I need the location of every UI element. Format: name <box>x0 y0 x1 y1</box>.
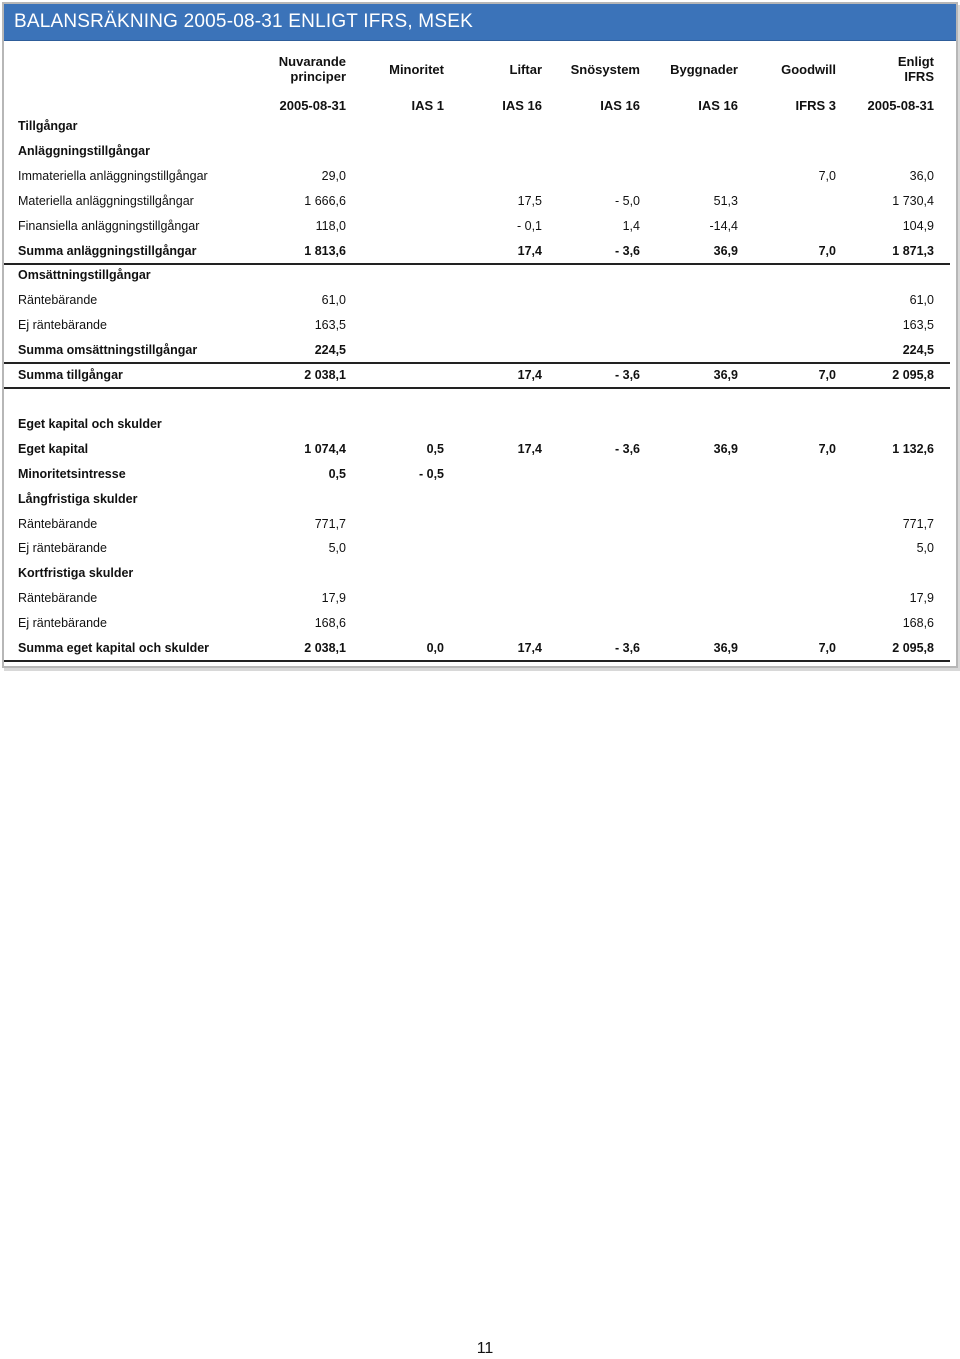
column-header-byggnader: Byggnader <box>670 62 738 77</box>
column-header-liftar: Liftar <box>509 62 542 77</box>
cell-value: 771,7 <box>902 517 934 531</box>
table-row <box>4 536 950 560</box>
column-ref: IAS 16 <box>698 98 738 113</box>
cell-value: - 0,5 <box>418 467 444 481</box>
table-heading-row <box>4 412 950 436</box>
cell-value: 224,5 <box>902 343 934 357</box>
cell-value: 7,0 <box>818 244 836 258</box>
cell-value: 2 095,8 <box>892 641 934 655</box>
cell-value: 1 132,6 <box>892 442 934 456</box>
row-label: Tillgångar <box>18 119 78 133</box>
row-label: Räntebärande <box>18 591 98 605</box>
row-label: Summa omsättningstillgångar <box>18 343 198 357</box>
table-row <box>4 586 950 610</box>
cell-value: - 5,0 <box>614 194 640 208</box>
cell-value: -14,4 <box>709 219 738 233</box>
cell-value: 17,4 <box>517 641 542 655</box>
cell-value: 771,7 <box>314 517 346 531</box>
cell-value: 118,0 <box>315 219 346 233</box>
row-label: Materiella anläggningstillgångar <box>18 194 194 208</box>
table-heading-row <box>4 487 950 511</box>
column-header-enligt-ifrs <box>840 54 934 84</box>
cell-value: 5,0 <box>916 541 934 555</box>
table-heading-row <box>4 561 950 585</box>
table-row <box>4 189 950 213</box>
cell-value: 7,0 <box>818 442 836 456</box>
cell-value: 0,5 <box>328 467 346 481</box>
row-label: Immateriella anläggningstillgångar <box>18 169 208 183</box>
balance-sheet-panel <box>2 2 958 668</box>
cell-value: 224,5 <box>314 343 346 357</box>
cell-value: 17,9 <box>321 591 346 605</box>
column-ref: IFRS 3 <box>795 98 836 113</box>
cell-value: - 3,6 <box>614 442 640 456</box>
row-label: Ej räntebärande <box>18 541 107 555</box>
column-header-nuvarande-principer <box>250 54 346 84</box>
table-sum-row <box>4 636 950 662</box>
table-heading-row <box>4 437 950 461</box>
row-label: Kortfristiga skulder <box>18 566 134 580</box>
table-row <box>4 214 950 238</box>
table-row <box>4 611 950 635</box>
table-sum-row <box>4 338 950 364</box>
cell-value: 17,4 <box>517 244 542 258</box>
column-ref: IAS 1 <box>411 98 444 113</box>
table-row <box>4 313 950 337</box>
column-header-line: Enligt <box>897 54 934 69</box>
cell-value: 1 074,4 <box>304 442 346 456</box>
column-header-snosystem: Snösystem <box>570 62 640 77</box>
table-row <box>4 512 950 536</box>
row-label: Summa eget kapital och skulder <box>18 641 210 655</box>
table-heading-row <box>4 263 950 287</box>
column-header-line: Nuvarande <box>278 54 346 69</box>
row-label: Räntebärande <box>18 517 98 531</box>
column-ref: IAS 16 <box>600 98 640 113</box>
row-label: Summa tillgångar <box>18 368 123 382</box>
cell-value: - 0,1 <box>516 219 542 233</box>
cell-value: 0,0 <box>426 641 444 655</box>
table-row <box>4 288 950 312</box>
column-ref: 2005-08-31 <box>279 98 346 113</box>
row-label: Minoritetsintresse <box>18 467 126 481</box>
cell-value: 61,0 <box>909 293 934 307</box>
page-title: BALANSRÄKNING 2005-08-31 ENLIGT IFRS, MSEK <box>4 4 956 41</box>
cell-value: 61,0 <box>321 293 346 307</box>
cell-value: 1 666,6 <box>304 194 346 208</box>
cell-value: 0,5 <box>426 442 444 456</box>
cell-value: 36,9 <box>713 442 738 456</box>
table-heading-row <box>4 139 950 163</box>
cell-value: 17,4 <box>517 368 542 382</box>
table-sum-row <box>4 363 950 389</box>
cell-value: 36,9 <box>713 641 738 655</box>
cell-value: 51,3 <box>713 194 738 208</box>
row-label: Ej räntebärande <box>18 616 107 630</box>
cell-value: 17,4 <box>517 442 542 456</box>
cell-value: 7,0 <box>818 641 836 655</box>
cell-value: - 3,6 <box>614 244 640 258</box>
table-heading-row <box>4 462 950 486</box>
cell-value: - 3,6 <box>614 368 640 382</box>
cell-value: 1 813,6 <box>304 244 346 258</box>
cell-value: 163,5 <box>902 318 934 332</box>
cell-value: 104,9 <box>902 219 934 233</box>
cell-value: 168,6 <box>902 616 934 630</box>
column-ref: IAS 16 <box>502 98 542 113</box>
row-label: Ej räntebärande <box>18 318 107 332</box>
row-label: Summa anläggningstillgångar <box>18 244 197 258</box>
row-label: Omsättningstillgångar <box>18 268 151 282</box>
cell-value: 36,0 <box>909 169 934 183</box>
row-label: Långfristiga skulder <box>18 492 138 506</box>
table-row <box>4 164 950 188</box>
table-sum-row <box>4 239 950 265</box>
cell-value: 2 095,8 <box>892 368 934 382</box>
cell-value: 1,4 <box>622 219 640 233</box>
row-label: Eget kapital och skulder <box>18 417 162 431</box>
cell-value: 1 730,4 <box>892 194 934 208</box>
cell-value: 36,9 <box>713 244 738 258</box>
column-header-line: principer <box>290 69 346 84</box>
cell-value: 163,5 <box>314 318 346 332</box>
row-label: Anläggningstillgångar <box>18 144 150 158</box>
column-header-minoritet: Minoritet <box>389 62 444 77</box>
cell-value: 29,0 <box>321 169 346 183</box>
cell-value: 7,0 <box>818 368 836 382</box>
cell-value: 168,6 <box>314 616 346 630</box>
cell-value: 7,0 <box>818 169 836 183</box>
cell-value: 17,9 <box>909 591 934 605</box>
row-label: Eget kapital <box>18 442 89 456</box>
page-number: 11 <box>476 1340 494 1357</box>
cell-value: - 3,6 <box>614 641 640 655</box>
column-header-goodwill: Goodwill <box>781 62 836 77</box>
column-ref: 2005-08-31 <box>867 98 934 113</box>
cell-value: 1 871,3 <box>892 244 934 258</box>
row-label: Finansiella anläggningstillgångar <box>18 219 200 233</box>
cell-value: 2 038,1 <box>304 641 346 655</box>
row-label: Räntebärande <box>18 293 98 307</box>
cell-value: 17,5 <box>517 194 542 208</box>
table-heading-row <box>4 114 950 138</box>
cell-value: 5,0 <box>328 541 346 555</box>
column-header-line: IFRS <box>904 69 934 84</box>
cell-value: 36,9 <box>713 368 738 382</box>
cell-value: 2 038,1 <box>304 368 346 382</box>
